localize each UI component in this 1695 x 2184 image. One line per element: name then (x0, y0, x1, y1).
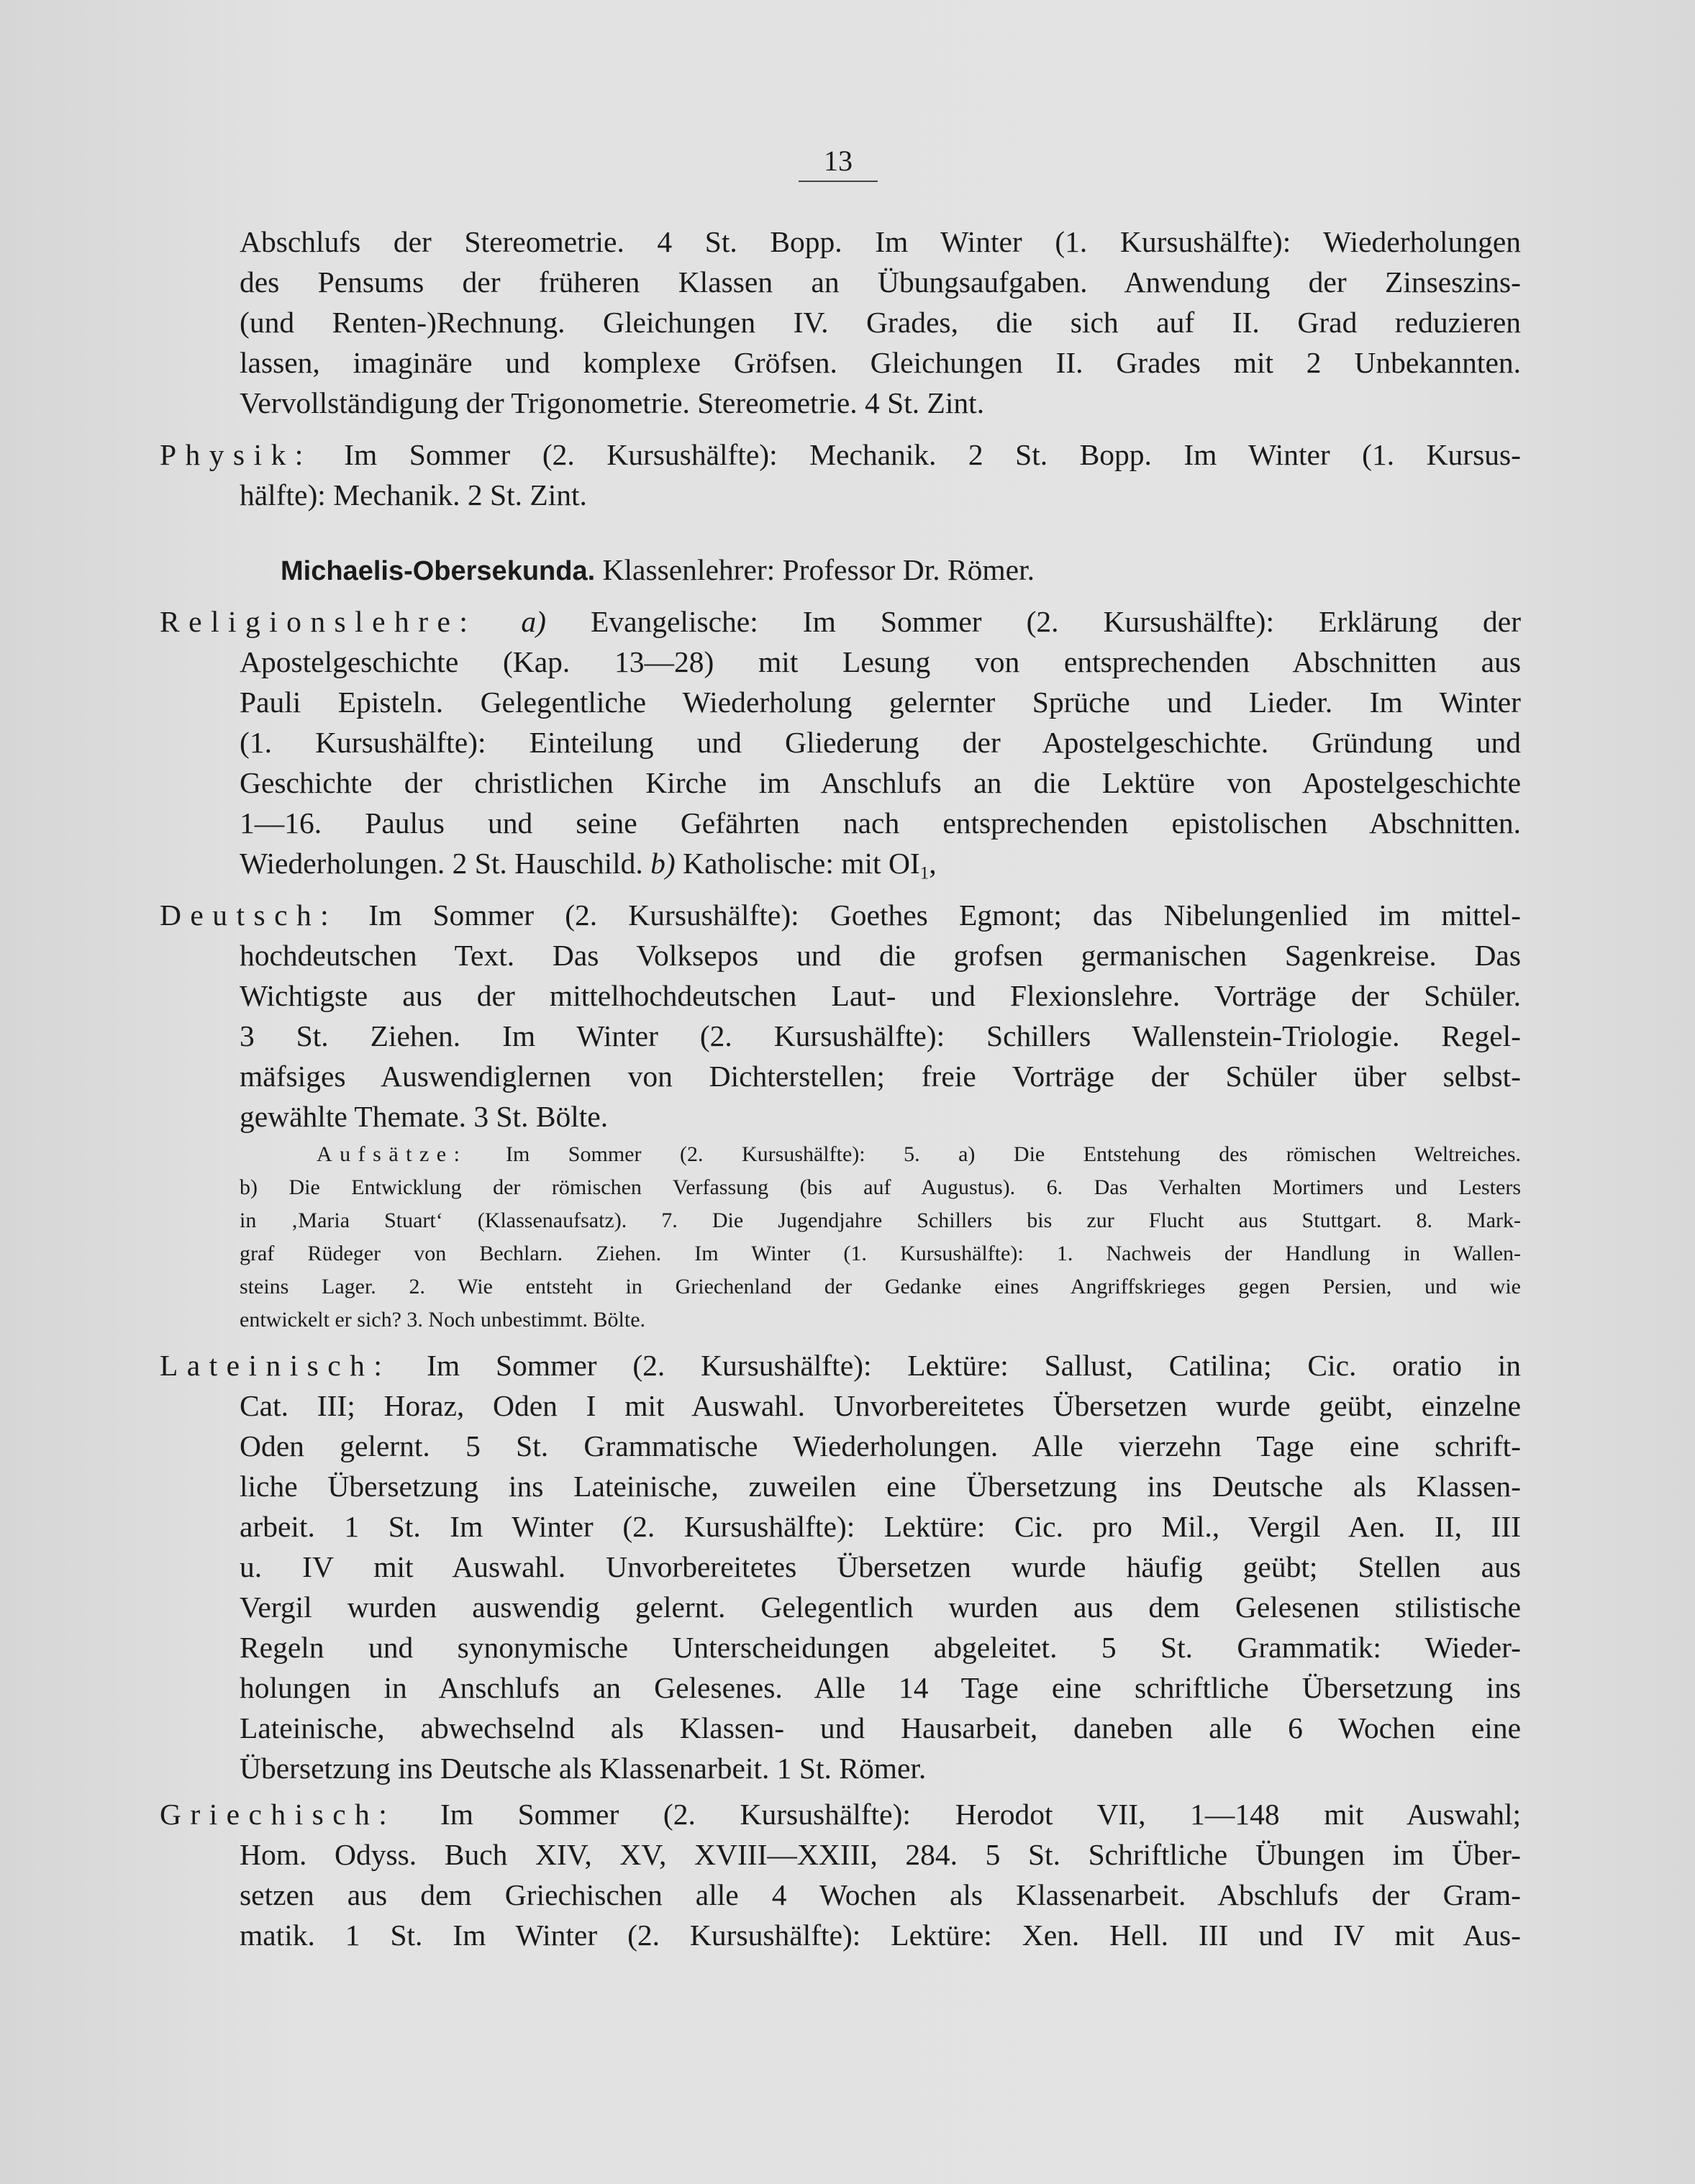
text-span: Katholische: mit OI (683, 847, 920, 880)
text-line: Vervollständigung der Trigonometrie. Stereometrie. 4 St. Zint. (240, 386, 985, 419)
subject-label-deutsch: Deutsch: (160, 898, 338, 932)
subscript: 1 (919, 863, 930, 883)
text-line: Oden gelernt. 5 St. Grammatische Wiederholungen. Alle vierzehn Tage eine schrift- (240, 1429, 1521, 1462)
text-line: Übersetzung ins Deutsche als Klassenarbeit. 1 St. Römer. (240, 1752, 927, 1785)
enum-b: b) (650, 847, 676, 880)
text-line: u. IV mit Auswahl. Unvorbereitetes Übersetzen wurde häufig geübt; Stellen aus (240, 1550, 1521, 1583)
religion-first-line (160, 601, 1521, 642)
text-line: holungen in Anschlufs an Gelesenes. Alle 14 Tage eine schriftliche Übersetzung ins (240, 1671, 1521, 1704)
text-line: Hom. Odyss. Buch XIV, XV, XVIII—XXIII, 284. 5 St. Schriftliche Übungen im Über- (240, 1838, 1521, 1871)
subject-label-religion: Religionslehre: (160, 605, 477, 638)
small-text-line: steins Lager. 2. Wie entsteht in Griechenland der Gedanke eines Angriffskrieges gegen Persien, und wie (240, 1275, 1521, 1298)
religion-last-line (240, 843, 1521, 883)
griechisch-first-line (160, 1794, 1521, 1834)
text-line: mäfsiges Auswendiglernen von Dichterstellen; freie Vorträge der Schüler über selbst- (240, 1060, 1521, 1093)
physik-text: Im Sommer (2. Kursushälfte): Mechanik. 2 St. Bopp. Im Winter (1. Kursus- (344, 438, 1522, 471)
small-text-line: b) Die Entwicklung der römischen Verfassung (bis auf Augustus). 6. Das Verhalten Mortimers und Lesters (240, 1175, 1521, 1199)
text-line: Lateinische, abwechselnd als Klassen- und Hausarbeit, daneben alle 6 Wochen eine (240, 1711, 1521, 1744)
text-line: des Pensums der früheren Klassen an Übungsaufgaben. Anwendung der Zinseszins- (240, 265, 1521, 299)
text-line: setzen aus dem Griechischen alle 4 Wochen als Klassenarbeit. Abschlufs der Gram- (240, 1878, 1521, 1911)
latein-text: Im Sommer (2. Kursushälfte): Lektüre: Sallust, Catilina; Cic. oratio in (427, 1349, 1521, 1382)
text-line: Apostelgeschichte (Kap. 13—28) mit Lesung von entsprechenden Abschnitten aus (240, 645, 1521, 678)
text-line: (1. Kursushälfte): Einteilung und Gliederung der Apostelgeschichte. Gründung und (240, 726, 1521, 759)
text-line: Geschichte der christlichen Kirche im Anschlufs an die Lektüre von Apostelgeschichte (240, 766, 1521, 799)
subject-label-latein: Lateinisch: (160, 1349, 391, 1382)
text-line: gewählte Themate. 3 St. Bölte. (240, 1100, 609, 1133)
page-number: 13 (799, 144, 878, 182)
small-text-line: in ‚Maria Stuart‘ (Klassenaufsatz). 7. Die Jugendjahre Schillers bis zur Flucht aus Stuttgart. 8. Mark- (240, 1209, 1521, 1232)
latein-first-line (160, 1345, 1521, 1386)
enum-a: a) (521, 605, 546, 638)
class-title: Michaelis-Obersekunda. (281, 556, 596, 586)
text-line: Vergil wurden auswendig gelernt. Gelegentlich wurden aus dem Gelesenen stilistische (240, 1591, 1521, 1624)
small-text-line: graf Rüdeger von Bechlarn. Ziehen. Im Winter (1. Kursushälfte): 1. Nachweis der Handlung in Wallen- (240, 1242, 1521, 1265)
class-teacher: Klassenlehrer: Professor Dr. Römer. (602, 553, 1035, 586)
subject-label-physik: Physik: (160, 438, 312, 471)
text-line: Regeln und synonymische Unterscheidungen abgeleitet. 5 St. Grammatik: Wieder- (240, 1631, 1521, 1664)
text-span: Wiederholungen. 2 St. Hauschild. (240, 847, 643, 880)
text-line: matik. 1 St. Im Winter (2. Kursushälfte): Lektüre: Xen. Hell. III und IV mit Aus- (240, 1919, 1521, 1952)
section-heading (281, 550, 1504, 591)
text-line: hälfte): Mechanik. 2 St. Zint. (240, 478, 587, 511)
small-text-line: entwickelt er sich? 3. Noch unbestimmt. Bölte. (240, 1308, 646, 1332)
deutsch-first-line (160, 895, 1521, 935)
physik-first-line (160, 434, 1521, 475)
aufsaetze-first-line (317, 1138, 1521, 1171)
text-line: 3 St. Ziehen. Im Winter (2. Kursushälfte): Schillers Wallenstein-Triologie. Regel- (240, 1019, 1521, 1052)
text-line: Abschlufs der Stereometrie. 4 St. Bopp. Im Winter (1. Kursushälfte): Wiederholungen (240, 225, 1521, 258)
aufsaetze-label: Aufsätze: (317, 1142, 468, 1166)
text-line: Pauli Episteln. Gelegentliche Wiederholung gelernter Sprüche und Lieder. Im Winter (240, 686, 1521, 719)
text-line: lassen, imaginäre und komplexe Gröfsen. Gleichungen II. Grades mit 2 Unbekannten. (240, 346, 1521, 379)
text-line: liche Übersetzung ins Lateinische, zuweilen eine Übersetzung ins Deutsche als Klassen- (240, 1470, 1521, 1503)
griechisch-text: Im Sommer (2. Kursushälfte): Herodot VII, 1—148 mit Auswahl; (440, 1798, 1522, 1831)
text-span: , (929, 847, 937, 880)
text-line: Cat. III; Horaz, Oden I mit Auswahl. Unvorbereitetes Übersetzen wurde geübt, einzelne (240, 1389, 1521, 1422)
text-line: hochdeutschen Text. Das Volksepos und die grofsen germanischen Sagenkreise. Das (240, 939, 1521, 972)
aufsaetze-text: Im Sommer (2. Kursushälfte): 5. a) Die Entstehung des römischen Weltreiches. (505, 1142, 1522, 1166)
text-line: (und Renten-)Rechnung. Gleichungen IV. Grades, die sich auf II. Grad reduzieren (240, 306, 1521, 339)
text-line: 1—16. Paulus und seine Gefährten nach entsprechenden epistolischen Abschnitten. (240, 806, 1521, 840)
religion-text: Evangelische: Im Sommer (2. Kursushälfte): Erklärung der (590, 605, 1522, 638)
subject-label-griechisch: Griechisch: (160, 1798, 396, 1831)
deutsch-text: Im Sommer (2. Kursushälfte): Goethes Egmont; das Nibelungenlied im mittel- (368, 898, 1521, 932)
text-line: arbeit. 1 St. Im Winter (2. Kursushälfte): Lektüre: Cic. pro Mil., Vergil Aen. II, III (240, 1510, 1521, 1543)
text-line: Wichtigste aus der mittelhochdeutschen Laut- und Flexionslehre. Vorträge der Schüler. (240, 979, 1521, 1012)
